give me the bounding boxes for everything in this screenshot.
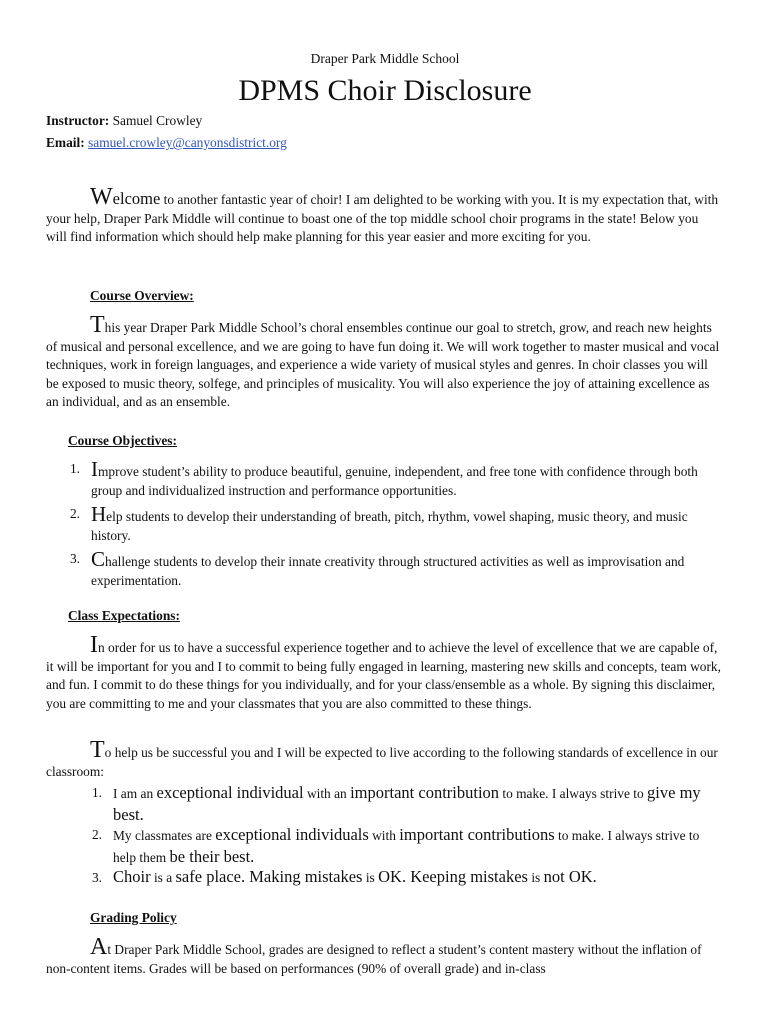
standard-emphasis: . bbox=[241, 867, 250, 886]
list-item-body: hallenge students to develop their innate creativity through structured activities as well as improvisation and experimentation. bbox=[91, 554, 685, 588]
standards-drop-letter: T bbox=[90, 737, 105, 763]
standard-emphasis: OK. Keeping mistakes bbox=[378, 867, 528, 886]
grading-drop-letter: A bbox=[90, 934, 108, 960]
standard-text: with bbox=[368, 828, 400, 843]
overview-drop-letter: T bbox=[90, 312, 105, 338]
welcome-paragraph bbox=[46, 184, 722, 247]
standard-text: with an bbox=[303, 786, 351, 801]
class-expectations-heading: Class Expectations: bbox=[68, 608, 180, 623]
welcome-first-word: elcome bbox=[112, 189, 161, 208]
grading-paragraph bbox=[46, 934, 722, 978]
list-number: 2. bbox=[69, 506, 80, 521]
overview-text: his year Draper Park Middle School’s choral ensembles continue our goal to stretch, grow, and reach new heights of musical and personal excellence, and we are going to have fun doing it. We will work together to master musical and vocal techniques, work in foreign languages, and experience a wide variety of musical styles and genres. In choir classes you will be exposed to music theory, solfege, and principles of musicality. You will also experience the joy of attaining excellence as an individual, and as an ensemble. bbox=[46, 320, 720, 410]
expectations-text: n order for us to have a successful experience together and to achieve the level of excellence that we are capable of, it will be important for you and I to commit to being fully engaged in learning, mastering new skills and concepts, team work, and fun. I commit to do these things for you individually, and for your class/ensemble as a whole. By signing this disclaimer, you are committing to me and your classmates that you are also committed to these things. bbox=[46, 640, 721, 711]
instructor-label: Instructor: bbox=[46, 113, 110, 128]
list-item-text bbox=[113, 866, 713, 888]
expectations-paragraph bbox=[46, 632, 722, 713]
standard-emphasis: important contribution bbox=[350, 783, 500, 802]
standard-emphasis: Making mistakes bbox=[249, 867, 363, 886]
list-item-text bbox=[113, 782, 713, 826]
email-label: Email: bbox=[46, 135, 85, 150]
course-overview-heading: Course Overview: bbox=[90, 288, 194, 303]
list-item-body: elp students to develop their understanding of breath, pitch, rhythm, vowel shaping, music theory, and music history. bbox=[91, 509, 688, 543]
grading-text: t Draper Park Middle School, grades are designed to reflect a student’s content mastery without the inflation of non-content items. Grades will be based on performances (90% of overall grade) and in-class bbox=[46, 942, 702, 976]
course-objectives-heading: Course Objectives: bbox=[68, 433, 177, 448]
standards-intro-text: o help us be successful you and I will be expected to live according to the following standards of excellence in our classroom: bbox=[46, 745, 718, 779]
grading-policy-heading: Grading Policy bbox=[90, 910, 177, 925]
standards-intro-paragraph bbox=[46, 737, 722, 781]
standard-text: is bbox=[362, 870, 379, 885]
standard-text: is bbox=[527, 870, 544, 885]
page-title: DPMS Choir Disclosure bbox=[238, 74, 532, 107]
standard-emphasis: Choir bbox=[113, 867, 151, 886]
standard-emphasis: exceptional individuals bbox=[215, 825, 369, 844]
school-name: Draper Park Middle School bbox=[310, 51, 460, 66]
email-link[interactable]: samuel.crowley@canyonsdistrict.org bbox=[88, 135, 287, 150]
list-number: 1. bbox=[91, 785, 102, 800]
overview-paragraph bbox=[46, 312, 722, 412]
objectives-list bbox=[0, 458, 770, 588]
standards-list bbox=[0, 782, 770, 892]
standard-text: I am an bbox=[113, 786, 157, 801]
instructor-name: Samuel Crowley bbox=[112, 113, 203, 128]
list-drop-letter: I bbox=[91, 457, 98, 481]
list-drop-letter: H bbox=[91, 502, 107, 526]
welcome-text: to another fantastic year of choir! I am delighted to be working with you. It is my expectation that, with your help, Draper Park Middle will continue to boast one of the top middle school choir programs in the state! Below you will find information which should help make planning for this year easier and more exciting for you. bbox=[46, 192, 719, 245]
standard-text: is a bbox=[150, 870, 176, 885]
list-item-text bbox=[91, 547, 711, 590]
instructor-line bbox=[46, 112, 202, 131]
list-number: 3. bbox=[91, 870, 102, 885]
standard-emphasis: be their best. bbox=[169, 847, 255, 866]
standard-emphasis: give my best. bbox=[113, 783, 701, 824]
list-drop-letter: C bbox=[91, 547, 106, 571]
list-number: 1. bbox=[69, 461, 80, 476]
standard-emphasis: important contributions bbox=[399, 825, 555, 844]
list-item-text bbox=[113, 824, 713, 868]
standard-emphasis: exceptional individual bbox=[156, 783, 304, 802]
list-item-text bbox=[91, 457, 711, 500]
list-number: 2. bbox=[91, 827, 102, 842]
list-item-text bbox=[91, 502, 711, 545]
standard-emphasis: not OK. bbox=[543, 867, 597, 886]
list-item-body: mprove student’s ability to produce beautiful, genuine, independent, and free tone with confidence through both group and individualized instruction and performance opportunities. bbox=[91, 464, 698, 498]
standard-text: to make. I always strive to bbox=[499, 786, 648, 801]
email-line bbox=[46, 134, 287, 153]
standard-emphasis: safe place bbox=[175, 867, 242, 886]
list-number: 3. bbox=[69, 551, 80, 566]
expectations-drop-letter: I bbox=[90, 632, 98, 658]
welcome-drop-letter: W bbox=[90, 184, 113, 210]
standard-text: to make. I always strive to help them bbox=[113, 828, 700, 865]
standard-text: My classmates are bbox=[113, 828, 216, 843]
